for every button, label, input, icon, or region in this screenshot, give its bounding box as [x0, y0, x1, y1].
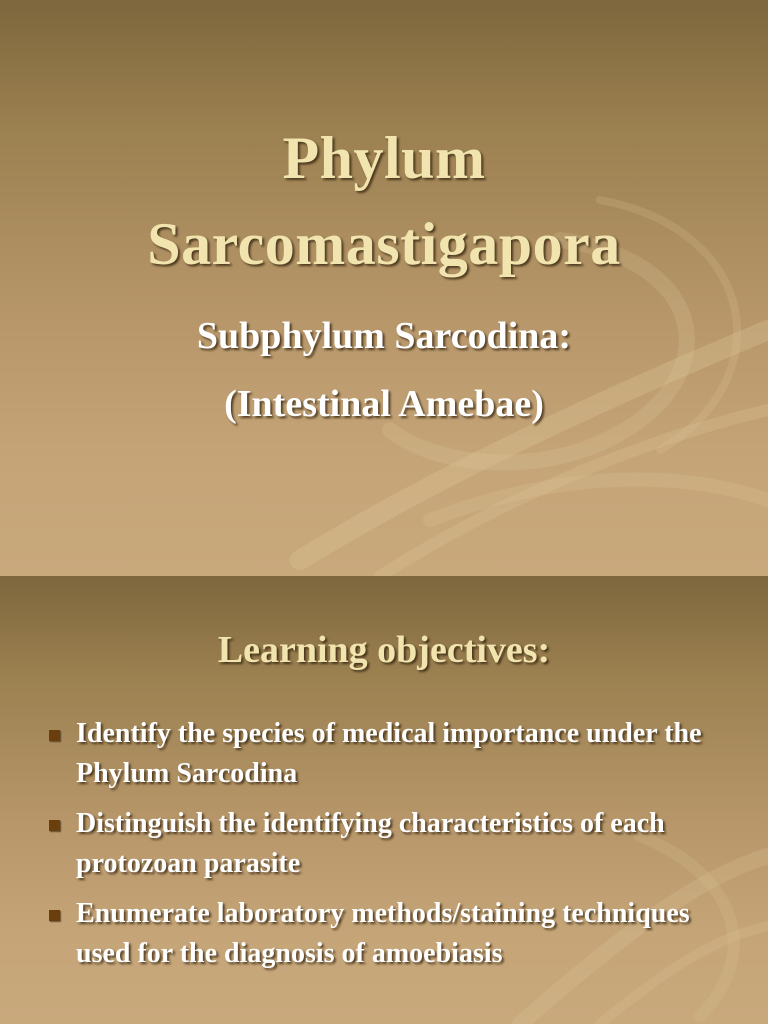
list-item [47, 804, 747, 884]
subtitle-line-1: Subphylum Sarcodina: [196, 315, 572, 357]
subtitle-line-2: (Intestinal Amebae) [224, 383, 544, 425]
bullet-text: Enumerate laboratory methods/staining techniques used for the diagnosis of amoebiasis [76, 898, 690, 969]
slide-title [0, 115, 768, 287]
slide-heading: Learning objectives: [217, 629, 551, 671]
slide-subtitle [0, 302, 768, 438]
title-line-1: Phylum [282, 125, 486, 191]
square-bullet-icon [49, 910, 60, 921]
title-line-2: Sarcomastigapora [147, 211, 621, 277]
list-item [47, 714, 747, 794]
objectives-list [47, 714, 747, 984]
square-bullet-icon [49, 820, 60, 831]
bullet-text: Identify the species of medical importance under the Phylum Sarcodina [76, 718, 702, 789]
bullet-text: Distinguish the identifying characteristics of each protozoan parasite [76, 808, 665, 879]
list-item [47, 894, 747, 974]
objectives-slide [0, 576, 768, 1024]
square-bullet-icon [49, 730, 60, 741]
